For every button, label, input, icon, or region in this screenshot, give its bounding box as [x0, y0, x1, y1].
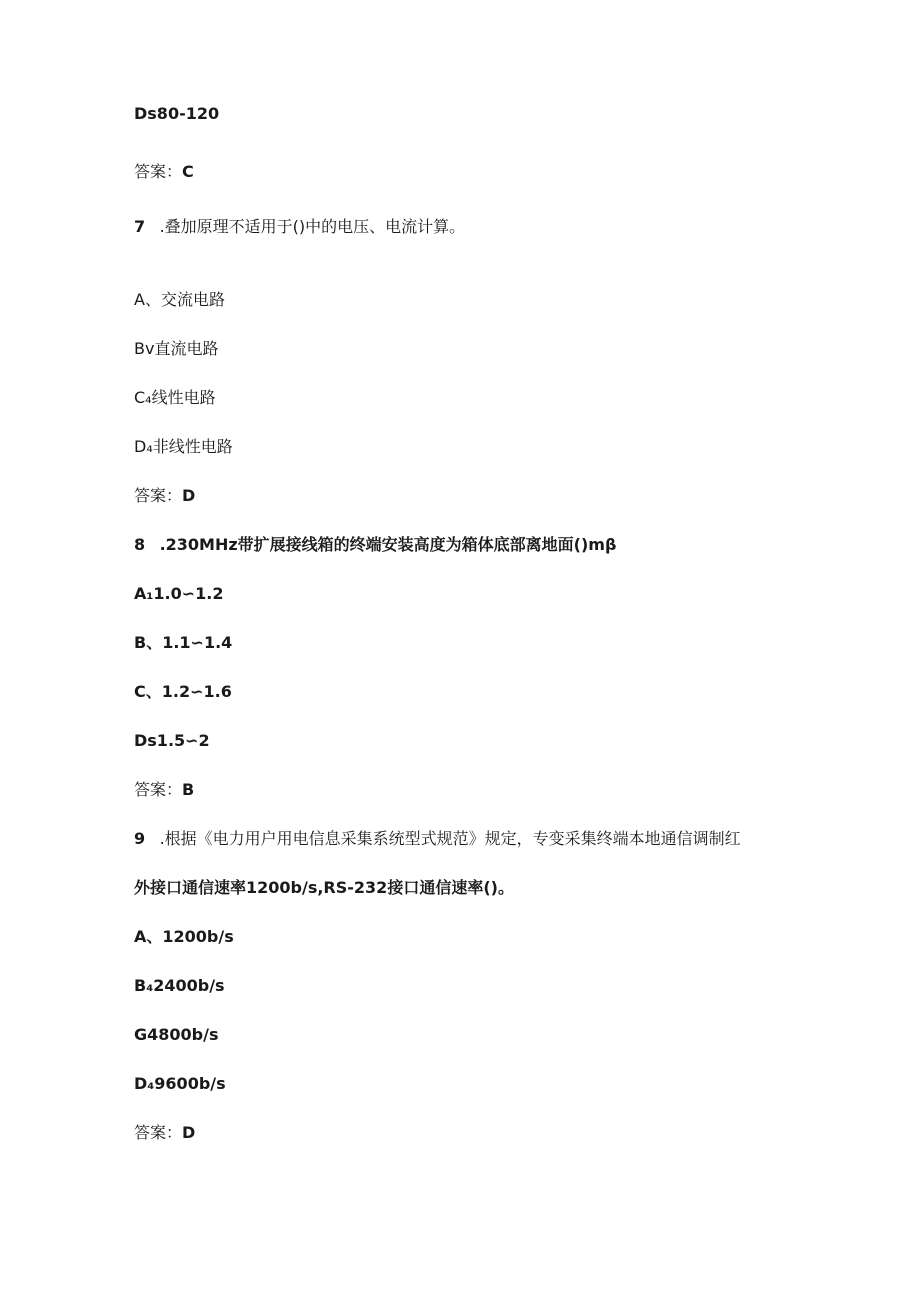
question-7 — [134, 217, 465, 237]
option-c-q8 — [134, 682, 232, 702]
answer-label: 答案： — [134, 486, 183, 505]
option-b-q8 — [134, 633, 232, 653]
answer-q7 — [134, 486, 195, 506]
option-text: B、1.1∽1.4 — [134, 633, 233, 652]
option-text: A、1200b/s — [134, 927, 234, 946]
answer-value: D — [182, 486, 196, 505]
option-text: A、交流电路 — [134, 290, 225, 309]
option-a-q9 — [134, 927, 234, 947]
answer-q8 — [134, 780, 194, 800]
option-b-q7 — [134, 339, 218, 359]
option-d-q7 — [134, 437, 233, 457]
question-number: 7 — [134, 217, 146, 236]
option-text: D₄9600b/s — [134, 1074, 226, 1093]
question-number: 9 — [134, 829, 146, 848]
option-text: C₄线性电路 — [134, 388, 216, 407]
option-b-q9 — [134, 976, 225, 996]
answer-q9 — [134, 1123, 195, 1143]
answer-q6 — [134, 162, 194, 182]
option-a-q8 — [134, 584, 223, 604]
question-9-continued — [134, 878, 514, 898]
option-text: D₄非线性电路 — [134, 437, 233, 456]
answer-label: 答案： — [134, 162, 183, 181]
answer-value: C — [182, 162, 194, 181]
question-number: 8 — [134, 535, 146, 554]
option-text: G4800b/s — [134, 1025, 219, 1044]
option-text: B₄2400b/s — [134, 976, 225, 995]
option-c-q9 — [134, 1025, 218, 1045]
question-text: 外接口通信速率1200b/s,RS-232接口通信速率()。 — [134, 878, 514, 897]
option-a-q7 — [134, 290, 225, 310]
option-text: Ds80-120 — [134, 104, 220, 123]
option-d-q9 — [134, 1074, 226, 1094]
option-text: Bv直流电路 — [134, 339, 219, 358]
answer-label: 答案： — [134, 1123, 183, 1142]
option-text: Ds1.5∽2 — [134, 731, 210, 750]
question-text: .230MHz带扩展接线箱的终端安装高度为箱体底部离地面()mβ — [159, 535, 617, 554]
question-text: .叠加原理不适用于()中的电压、电流计算。 — [159, 217, 466, 236]
question-text: .根据《电力用户用电信息采集系统型式规范》规定，专变采集终端本地通信调制红 — [159, 829, 741, 848]
option-d-q6 — [134, 104, 219, 124]
answer-value: B — [182, 780, 195, 799]
option-text: C、1.2∽1.6 — [134, 682, 232, 701]
option-c-q7 — [134, 388, 216, 408]
answer-value: D — [182, 1123, 196, 1142]
option-d-q8 — [134, 731, 210, 751]
option-text: A₁1.0∽1.2 — [134, 584, 224, 603]
question-9 — [134, 829, 741, 849]
answer-label: 答案： — [134, 780, 183, 799]
question-8 — [134, 535, 616, 555]
